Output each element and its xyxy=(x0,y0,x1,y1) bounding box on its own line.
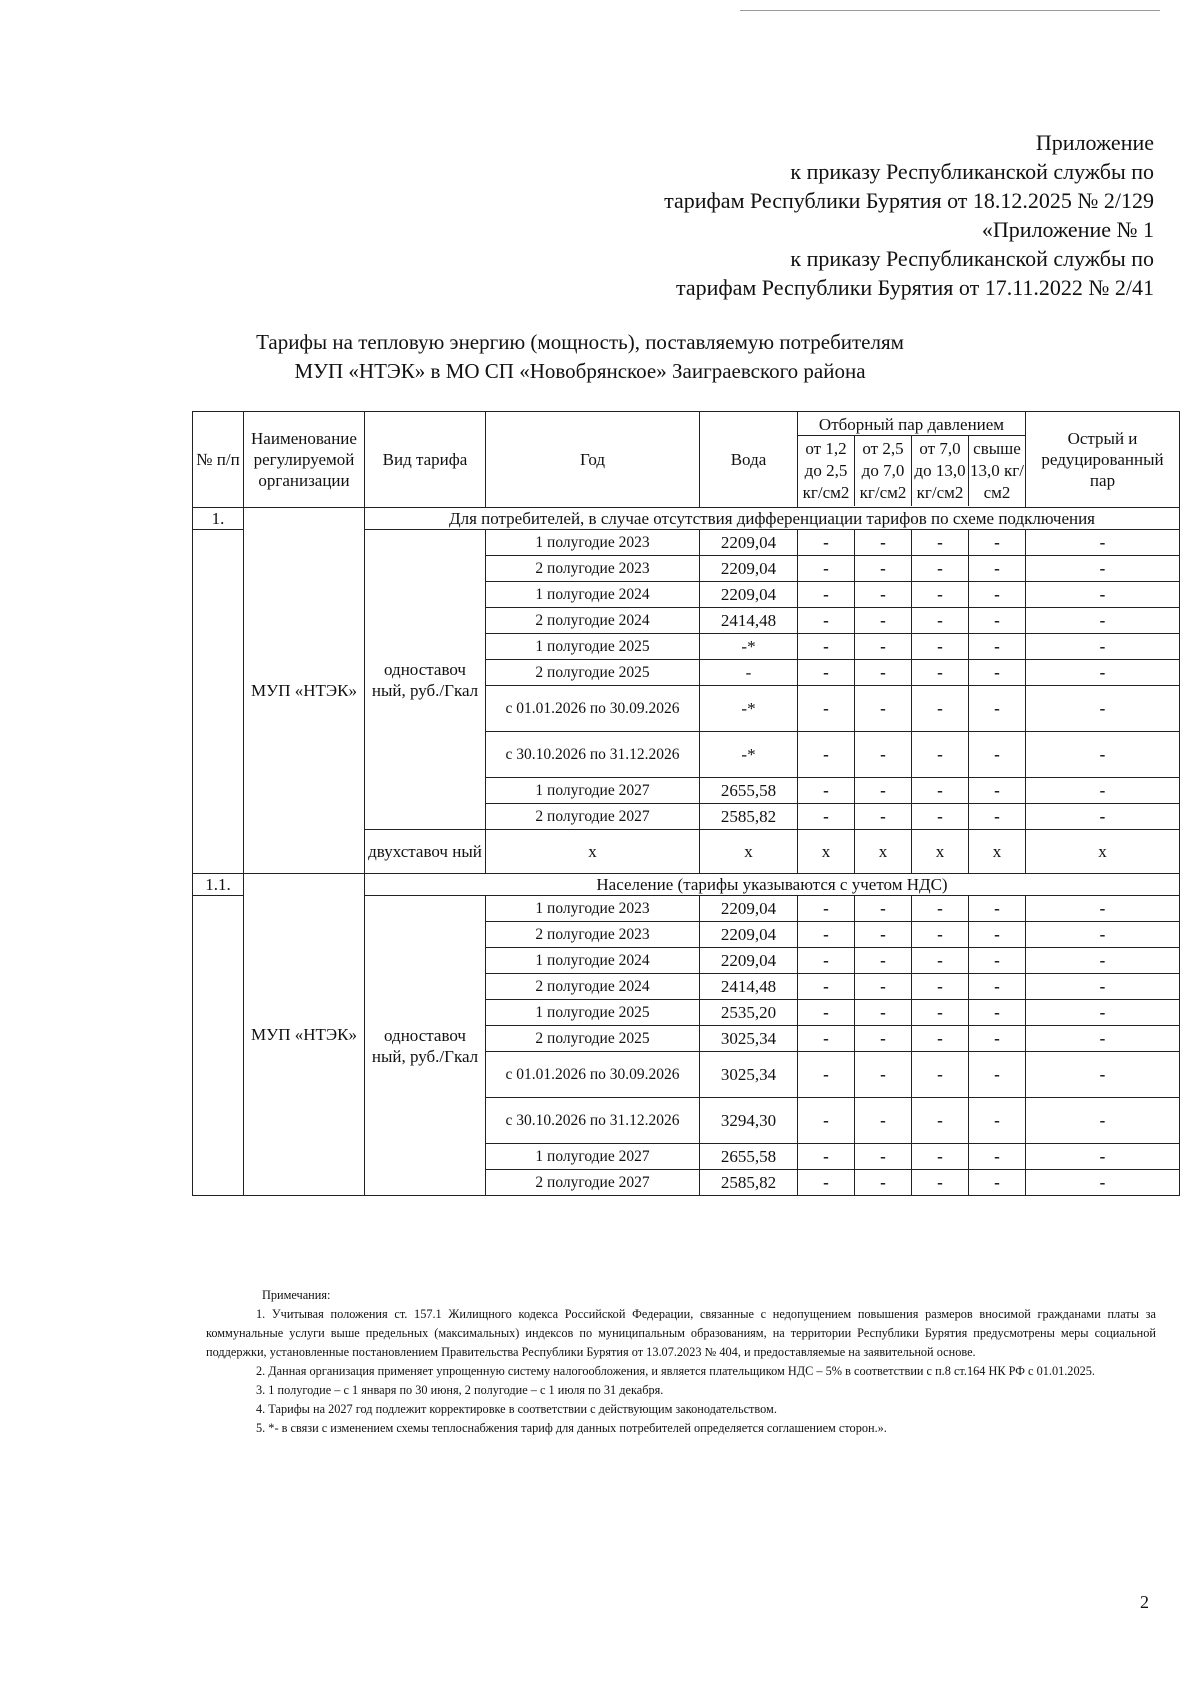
steam-cell: - xyxy=(969,896,1026,922)
steam-cell: - xyxy=(969,1098,1026,1144)
header-sharp-steam: Острый и редуцированный пар xyxy=(1026,412,1180,508)
steam-cell: - xyxy=(798,1026,855,1052)
steam-cell: - xyxy=(855,634,912,660)
water-cell: -* xyxy=(700,634,798,660)
steam-cell: - xyxy=(912,804,969,830)
blank-num-cell xyxy=(193,530,244,874)
steam-cell: - xyxy=(855,660,912,686)
steam-cell: - xyxy=(855,1026,912,1052)
steam-cell: - xyxy=(855,608,912,634)
steam-cell: - xyxy=(912,582,969,608)
page-number: 2 xyxy=(1140,1592,1149,1612)
steam-cell: - xyxy=(855,1052,912,1098)
steam-cell: - xyxy=(855,556,912,582)
year-cell: 1 полугодие 2027 xyxy=(486,778,700,804)
header-steam-subcols xyxy=(798,436,1025,506)
water-cell: - xyxy=(700,660,798,686)
year-cell: 2 полугодие 2027 xyxy=(486,804,700,830)
water-cell: 2209,04 xyxy=(700,530,798,556)
header-line: к приказу Республиканской службы по xyxy=(790,159,1154,184)
sharp-steam-cell: - xyxy=(1026,896,1180,922)
steam-cell: - xyxy=(969,634,1026,660)
steam-cell: - xyxy=(912,778,969,804)
steam-cell: - xyxy=(855,948,912,974)
steam-cell: - xyxy=(912,948,969,974)
steam-cell: - xyxy=(912,686,969,732)
header-num: № п/п xyxy=(193,412,244,508)
steam-cell: - xyxy=(912,1000,969,1026)
steam-cell: - xyxy=(912,1170,969,1196)
note-item: 2. Данная организация применяет упрощенную систему налогообложения, и является плательщиком НДС – 5% в соответствии с п.8 ст.164 НК РФ с 01.01.2025. xyxy=(256,1364,1095,1378)
note-item: 5. *- в связи с изменением схемы теплоснабжения тариф для данных потребителей определяется соглашением сторон.». xyxy=(256,1421,887,1435)
year-cell: 1 полугодие 2025 xyxy=(486,634,700,660)
steam-cell: - xyxy=(969,974,1026,1000)
note-item: 1. Учитывая положения ст. 157.1 Жилищного кодекса Российской Федерации, связанные с недопущением повышения размеров вносимой гражданами платы за коммунальные услуги выше предельных (максимальных) индексов по муниципальным образованиям, на территории Республики Бурятия предусмотрены меры социальной поддержки, установленные постановлением Правительства Республики Бурятия от 13.07.2023 № 404, и предоставляемые на заявительной основе. xyxy=(206,1307,1156,1359)
tariff-table xyxy=(192,411,1180,1196)
steam-cell: - xyxy=(969,582,1026,608)
header-steam-col: от 7,0 до 13,0 кг/см2 xyxy=(912,436,969,506)
steam-cell: - xyxy=(798,530,855,556)
header-line: Приложение xyxy=(1035,130,1154,155)
year-cell: 2 полугодие 2025 xyxy=(486,660,700,686)
steam-cell: - xyxy=(798,974,855,1000)
section-row xyxy=(193,874,1180,896)
header-steam-group xyxy=(798,412,1026,508)
steam-cell: - xyxy=(969,608,1026,634)
year-cell: 1 полугодие 2023 xyxy=(486,896,700,922)
header-line: тарифам Республики Бурятия от 18.12.2025 № 2/129 xyxy=(664,188,1154,213)
steam-cell: - xyxy=(912,530,969,556)
sharp-steam-cell: - xyxy=(1026,1052,1180,1098)
year-cell: x xyxy=(486,830,700,874)
sharp-steam-cell: x xyxy=(1026,830,1180,874)
sharp-steam-cell: - xyxy=(1026,660,1180,686)
water-cell: 2209,04 xyxy=(700,582,798,608)
year-cell: 1 полугодие 2025 xyxy=(486,1000,700,1026)
sharp-steam-cell: - xyxy=(1026,948,1180,974)
steam-cell: - xyxy=(798,732,855,778)
header-line: к приказу Республиканской службы по xyxy=(790,246,1154,271)
note-item: 4. Тарифы на 2027 год подлежит корректировке в соответствии с действующим законодательством. xyxy=(256,1402,777,1416)
steam-cell: - xyxy=(855,804,912,830)
water-cell: -* xyxy=(700,732,798,778)
sharp-steam-cell: - xyxy=(1026,530,1180,556)
org-name: МУП «НТЭК» xyxy=(244,508,365,874)
water-cell: 2535,20 xyxy=(700,1000,798,1026)
year-cell: с 01.01.2026 по 30.09.2026 xyxy=(486,1052,700,1098)
header-line: тарифам Республики Бурятия от 17.11.2022 № 2/41 xyxy=(675,275,1154,300)
steam-cell: - xyxy=(798,896,855,922)
header-row xyxy=(193,412,1180,508)
year-cell: с 30.10.2026 по 31.12.2026 xyxy=(486,732,700,778)
steam-cell: - xyxy=(855,974,912,1000)
year-cell: 2 полугодие 2023 xyxy=(486,922,700,948)
section-title: Население (тарифы указываются с учетом НДС) xyxy=(365,874,1180,896)
steam-cell: - xyxy=(969,922,1026,948)
tariff-type: одноставоч ный, руб./Гкал xyxy=(365,896,486,1196)
steam-cell: - xyxy=(912,608,969,634)
steam-cell: - xyxy=(855,778,912,804)
steam-cell: - xyxy=(969,948,1026,974)
steam-cell: - xyxy=(798,778,855,804)
steam-cell: - xyxy=(855,1000,912,1026)
water-cell: -* xyxy=(700,686,798,732)
header-steam-title: Отборный пар давлением xyxy=(798,414,1025,436)
water-cell: 2209,04 xyxy=(700,556,798,582)
year-cell: 1 полугодие 2024 xyxy=(486,948,700,974)
steam-cell: - xyxy=(969,1170,1026,1196)
steam-cell: - xyxy=(912,1144,969,1170)
steam-cell: - xyxy=(798,686,855,732)
tariff-type: одноставоч ный, руб./Гкал xyxy=(365,530,486,830)
steam-cell: - xyxy=(969,804,1026,830)
sharp-steam-cell: - xyxy=(1026,1098,1180,1144)
steam-cell: - xyxy=(855,1170,912,1196)
water-cell: 2414,48 xyxy=(700,974,798,1000)
steam-cell: - xyxy=(912,974,969,1000)
water-cell: 2209,04 xyxy=(700,922,798,948)
header-steam-col: свыше 13,0 кг/см2 xyxy=(970,438,1024,502)
steam-cell: - xyxy=(798,1052,855,1098)
steam-cell: - xyxy=(912,922,969,948)
steam-cell: x xyxy=(969,830,1026,874)
steam-cell: - xyxy=(912,660,969,686)
header-water: Вода xyxy=(700,412,798,508)
year-cell: 1 полугодие 2023 xyxy=(486,530,700,556)
steam-cell: - xyxy=(969,1000,1026,1026)
header-year: Год xyxy=(486,412,700,508)
notes xyxy=(206,1286,1156,1438)
year-cell: 2 полугодие 2023 xyxy=(486,556,700,582)
steam-cell: - xyxy=(855,896,912,922)
steam-cell: - xyxy=(912,1026,969,1052)
steam-cell: - xyxy=(912,896,969,922)
section-number: 1. xyxy=(193,508,244,530)
steam-cell: - xyxy=(969,1144,1026,1170)
steam-cell: - xyxy=(798,1098,855,1144)
steam-cell: - xyxy=(855,922,912,948)
steam-cell: x xyxy=(912,830,969,874)
steam-cell: - xyxy=(969,686,1026,732)
steam-cell: - xyxy=(969,778,1026,804)
water-cell: 2655,58 xyxy=(700,778,798,804)
sharp-steam-cell: - xyxy=(1026,1026,1180,1052)
steam-cell: - xyxy=(798,608,855,634)
water-cell: 3025,34 xyxy=(700,1026,798,1052)
sharp-steam-cell: - xyxy=(1026,804,1180,830)
notes-title: Примечания: xyxy=(262,1288,331,1302)
sharp-steam-cell: - xyxy=(1026,582,1180,608)
year-cell: 2 полугодие 2024 xyxy=(486,974,700,1000)
sharp-steam-cell: - xyxy=(1026,922,1180,948)
steam-cell: - xyxy=(912,732,969,778)
year-cell: 1 полугодие 2027 xyxy=(486,1144,700,1170)
steam-cell: - xyxy=(798,1000,855,1026)
steam-cell: - xyxy=(855,686,912,732)
steam-cell: - xyxy=(912,1098,969,1144)
note-item: 3. 1 полугодие – с 1 января по 30 июня, 2 полугодие – с 1 июля по 31 декабря. xyxy=(256,1383,664,1397)
water-cell: 2209,04 xyxy=(700,948,798,974)
water-cell: 2585,82 xyxy=(700,1170,798,1196)
year-cell: с 30.10.2026 по 31.12.2026 xyxy=(486,1098,700,1144)
section-title: Для потребителей, в случае отсутствия дифференциации тарифов по схеме подключения xyxy=(365,508,1180,530)
section-number: 1.1. xyxy=(193,874,244,896)
water-cell: 2655,58 xyxy=(700,1144,798,1170)
sharp-steam-cell: - xyxy=(1026,974,1180,1000)
steam-cell: - xyxy=(855,582,912,608)
title-line: Тарифы на тепловую энергию (мощность), поставляемую потребителям xyxy=(256,330,904,354)
steam-cell: x xyxy=(798,830,855,874)
sharp-steam-cell: - xyxy=(1026,686,1180,732)
steam-cell: - xyxy=(912,1052,969,1098)
header-tariff-type: Вид тарифа xyxy=(365,412,486,508)
document-title xyxy=(190,328,970,386)
header-line: «Приложение № 1 xyxy=(981,217,1154,242)
tariff-type: двухставоч ный xyxy=(365,830,486,874)
steam-cell: - xyxy=(912,556,969,582)
steam-cell: x xyxy=(855,830,912,874)
year-cell: 1 полугодие 2024 xyxy=(486,582,700,608)
steam-cell: - xyxy=(798,804,855,830)
steam-cell: - xyxy=(798,556,855,582)
sharp-steam-cell: - xyxy=(1026,634,1180,660)
water-cell: x xyxy=(700,830,798,874)
steam-cell: - xyxy=(798,1144,855,1170)
steam-cell: - xyxy=(798,1170,855,1196)
steam-cell: - xyxy=(969,660,1026,686)
water-cell: 2209,04 xyxy=(700,896,798,922)
water-cell: 3025,34 xyxy=(700,1052,798,1098)
sharp-steam-cell: - xyxy=(1026,1144,1180,1170)
year-cell: 2 полугодие 2024 xyxy=(486,608,700,634)
steam-cell: - xyxy=(855,1144,912,1170)
header-steam-col: от 1,2 до 2,5 кг/см2 xyxy=(798,436,855,506)
steam-cell: - xyxy=(798,922,855,948)
appendix-header xyxy=(434,128,1154,302)
title-line: МУП «НТЭК» в МО СП «Новобрянское» Заиграевского района xyxy=(294,359,866,383)
steam-cell: - xyxy=(969,556,1026,582)
sharp-steam-cell: - xyxy=(1026,608,1180,634)
year-cell: 2 полугодие 2027 xyxy=(486,1170,700,1196)
steam-cell: - xyxy=(798,634,855,660)
water-cell: 2585,82 xyxy=(700,804,798,830)
header-org: Наименование регулируемой организации xyxy=(244,412,365,508)
steam-cell: - xyxy=(855,1098,912,1144)
steam-cell: - xyxy=(969,732,1026,778)
steam-cell: - xyxy=(855,530,912,556)
steam-cell: - xyxy=(969,1052,1026,1098)
blank-num-cell xyxy=(193,896,244,1196)
org-name: МУП «НТЭК» xyxy=(244,874,365,1196)
steam-cell: - xyxy=(798,948,855,974)
header-steam-col: от 2,5 до 7,0 кг/см2 xyxy=(855,436,912,506)
sharp-steam-cell: - xyxy=(1026,1000,1180,1026)
section-row xyxy=(193,508,1180,530)
steam-cell: - xyxy=(969,1026,1026,1052)
steam-cell: - xyxy=(969,530,1026,556)
year-cell: с 01.01.2026 по 30.09.2026 xyxy=(486,686,700,732)
steam-cell: - xyxy=(912,634,969,660)
top-rule xyxy=(740,10,1160,11)
water-cell: 2414,48 xyxy=(700,608,798,634)
sharp-steam-cell: - xyxy=(1026,732,1180,778)
steam-cell: - xyxy=(798,582,855,608)
steam-cell: - xyxy=(798,660,855,686)
sharp-steam-cell: - xyxy=(1026,1170,1180,1196)
steam-cell: - xyxy=(855,732,912,778)
year-cell: 2 полугодие 2025 xyxy=(486,1026,700,1052)
sharp-steam-cell: - xyxy=(1026,556,1180,582)
water-cell: 3294,30 xyxy=(700,1098,798,1144)
sharp-steam-cell: - xyxy=(1026,778,1180,804)
